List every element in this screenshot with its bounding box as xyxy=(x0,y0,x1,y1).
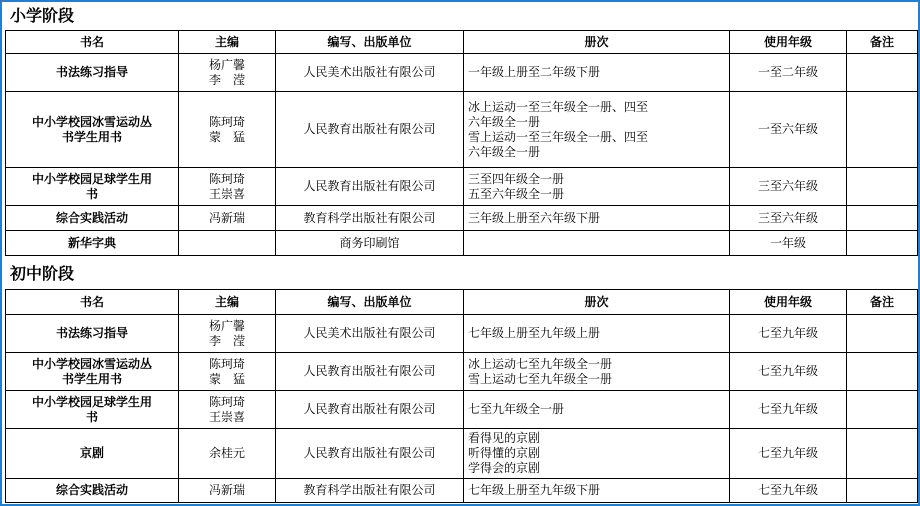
editor-line: 蒙 猛 xyxy=(208,129,245,144)
editor-line: 王崇喜 xyxy=(208,186,245,201)
publisher-cell: 人民教育出版社有限公司 xyxy=(276,353,464,391)
book-title-line: 中小学校园冰雪运动丛 xyxy=(31,114,152,129)
note-cell xyxy=(847,92,918,168)
publisher-cell: 人民美术出版社有限公司 xyxy=(276,315,464,353)
column-header: 使用年级 xyxy=(730,31,847,54)
volumes-cell xyxy=(464,429,730,479)
volumes-cell xyxy=(464,353,730,391)
book-title-cell xyxy=(6,231,179,256)
volumes-cell xyxy=(464,206,730,231)
editor-line: 陈珂琦 xyxy=(208,114,245,129)
grade-cell: 七至九年级 xyxy=(730,479,847,503)
editor-cell xyxy=(179,92,276,168)
editor-line: 李 滢 xyxy=(208,72,245,87)
editor-cell xyxy=(179,315,276,353)
book-title-line: 书 xyxy=(85,186,98,201)
table-row xyxy=(6,54,918,92)
volumes-cell xyxy=(464,54,730,92)
volume-line: 冰上运动七至九年级全一册 xyxy=(468,356,613,371)
publisher-cell: 人民教育出版社有限公司 xyxy=(276,92,464,168)
volumes-cell xyxy=(464,168,730,206)
grade-cell: 七至九年级 xyxy=(730,429,847,479)
table-row xyxy=(6,92,918,168)
volumes-cell xyxy=(464,391,730,429)
note-cell xyxy=(847,231,918,256)
junior-textbook-table xyxy=(5,289,918,503)
note-cell xyxy=(847,168,918,206)
editor-line: 蒙 猛 xyxy=(208,371,245,386)
editor-line: 陈珂琦 xyxy=(208,356,245,371)
publisher-cell: 人民教育出版社有限公司 xyxy=(276,391,464,429)
book-title-line: 综合实践活动 xyxy=(55,483,128,497)
volume-line: 雪上运动七至九年级全一册 xyxy=(468,371,613,386)
book-title-cell xyxy=(6,353,179,391)
editor-cell xyxy=(179,206,276,231)
table-row xyxy=(6,353,918,391)
section-title-junior: 初中阶段 xyxy=(10,264,75,283)
volumes-cell xyxy=(464,315,730,353)
book-title-line: 综合实践活动 xyxy=(55,210,128,225)
note-cell xyxy=(847,429,918,479)
volume-line: 七至九年级全一册 xyxy=(468,402,565,416)
column-header: 册次 xyxy=(464,290,730,315)
book-title-cell xyxy=(6,54,179,92)
grade-cell: 一年级 xyxy=(730,231,847,256)
note-cell xyxy=(847,315,918,353)
editor-cell xyxy=(179,353,276,391)
table-row xyxy=(6,391,918,429)
publisher-cell: 商务印刷馆 xyxy=(276,231,464,256)
editor-line: 陈珂琦 xyxy=(208,394,245,409)
grade-cell: 七至九年级 xyxy=(730,391,847,429)
volume-line: 三至四年级全一册 xyxy=(468,171,565,186)
note-cell xyxy=(847,54,918,92)
volume-line: 六年级全一册 xyxy=(468,114,541,129)
book-title-cell xyxy=(6,206,179,231)
column-header: 备注 xyxy=(847,31,918,54)
volumes-cell xyxy=(464,92,730,168)
editor-line: 陈珂琦 xyxy=(208,171,245,186)
volume-line: 学得会的京剧 xyxy=(468,461,541,475)
publisher-cell: 人民教育出版社有限公司 xyxy=(276,429,464,479)
editor-cell xyxy=(179,429,276,479)
editor-cell xyxy=(179,54,276,92)
volume-line: 三年级上册至六年级下册 xyxy=(468,210,601,225)
column-header: 编写、出版单位 xyxy=(276,31,464,54)
grade-cell: 七至九年级 xyxy=(730,353,847,391)
grade-cell: 三至六年级 xyxy=(730,168,847,206)
book-title-line: 书学生用书 xyxy=(61,371,122,386)
book-title-line: 中小学校园足球学生用 xyxy=(31,394,152,409)
volume-line: 一年级上册至二年级下册 xyxy=(468,65,601,79)
editor-cell xyxy=(179,231,276,256)
volumes-cell xyxy=(464,231,730,256)
section-title-primary: 小学阶段 xyxy=(10,6,75,25)
book-title-line: 书学生用书 xyxy=(61,129,122,144)
book-title-cell xyxy=(6,92,179,168)
volume-line: 冰上运动一至三年级全一册、四至 xyxy=(468,99,649,114)
grade-cell: 七至九年级 xyxy=(730,315,847,353)
book-title-line: 书法练习指导 xyxy=(55,326,128,340)
note-cell xyxy=(847,479,918,503)
volume-line: 雪上运动一至三年级全一册、四至 xyxy=(468,129,649,144)
book-title-line: 中小学校园冰雪运动丛 xyxy=(31,356,152,371)
table-row xyxy=(6,429,918,479)
column-header: 使用年级 xyxy=(730,290,847,315)
table-row xyxy=(6,479,918,503)
book-title-cell xyxy=(6,429,179,479)
book-title-line: 京剧 xyxy=(79,446,104,460)
book-title-line: 书法练习指导 xyxy=(55,65,128,79)
editor-line: 冯新瑞 xyxy=(208,210,245,225)
editor-line: 冯新瑞 xyxy=(208,483,245,497)
publisher-cell: 人民美术出版社有限公司 xyxy=(276,54,464,92)
column-header: 编写、出版单位 xyxy=(276,290,464,315)
volume-line: 七年级上册至九年级上册 xyxy=(468,326,601,340)
primary-textbook-table xyxy=(5,30,918,256)
table-header-row xyxy=(6,290,918,315)
editor-cell xyxy=(179,391,276,429)
grade-cell: 一至六年级 xyxy=(730,92,847,168)
column-header: 主编 xyxy=(179,31,276,54)
book-title-cell xyxy=(6,391,179,429)
publisher-cell: 教育科学出版社有限公司 xyxy=(276,479,464,503)
book-title-line: 新华字典 xyxy=(67,235,116,250)
volume-line: 五至六年级全一册 xyxy=(468,186,565,201)
book-title-cell xyxy=(6,479,179,503)
table-row xyxy=(6,231,918,256)
book-title-line: 中小学校园足球学生用 xyxy=(31,171,152,186)
column-header: 主编 xyxy=(179,290,276,315)
book-title-line: 书 xyxy=(85,409,98,424)
table-row xyxy=(6,315,918,353)
note-cell xyxy=(847,206,918,231)
editor-line: 李 滢 xyxy=(208,333,245,348)
editor-cell xyxy=(179,479,276,503)
book-title-cell xyxy=(6,168,179,206)
note-cell xyxy=(847,391,918,429)
column-header: 书名 xyxy=(6,31,179,54)
volume-line: 看得见的京剧 xyxy=(468,431,541,445)
editor-line: 杨广馨 xyxy=(208,57,245,72)
volume-line: 六年级全一册 xyxy=(468,144,541,159)
column-header: 备注 xyxy=(847,290,918,315)
table-row xyxy=(6,168,918,206)
volume-line: 听得懂的京剧 xyxy=(468,446,541,460)
grade-cell: 一至二年级 xyxy=(730,54,847,92)
editor-line: 杨广馨 xyxy=(208,318,245,333)
book-title-cell xyxy=(6,315,179,353)
publisher-cell: 人民教育出版社有限公司 xyxy=(276,168,464,206)
column-header: 册次 xyxy=(464,31,730,54)
editor-cell xyxy=(179,168,276,206)
editor-line: 余桂元 xyxy=(208,446,245,460)
table-row xyxy=(6,206,918,231)
publisher-cell: 教育科学出版社有限公司 xyxy=(276,206,464,231)
column-header: 书名 xyxy=(6,290,179,315)
note-cell xyxy=(847,353,918,391)
volumes-cell xyxy=(464,479,730,503)
editor-line: 王崇喜 xyxy=(208,409,245,424)
grade-cell: 三至六年级 xyxy=(730,206,847,231)
table-header-row xyxy=(6,31,918,54)
volume-line: 七年级上册至九年级下册 xyxy=(468,483,601,497)
